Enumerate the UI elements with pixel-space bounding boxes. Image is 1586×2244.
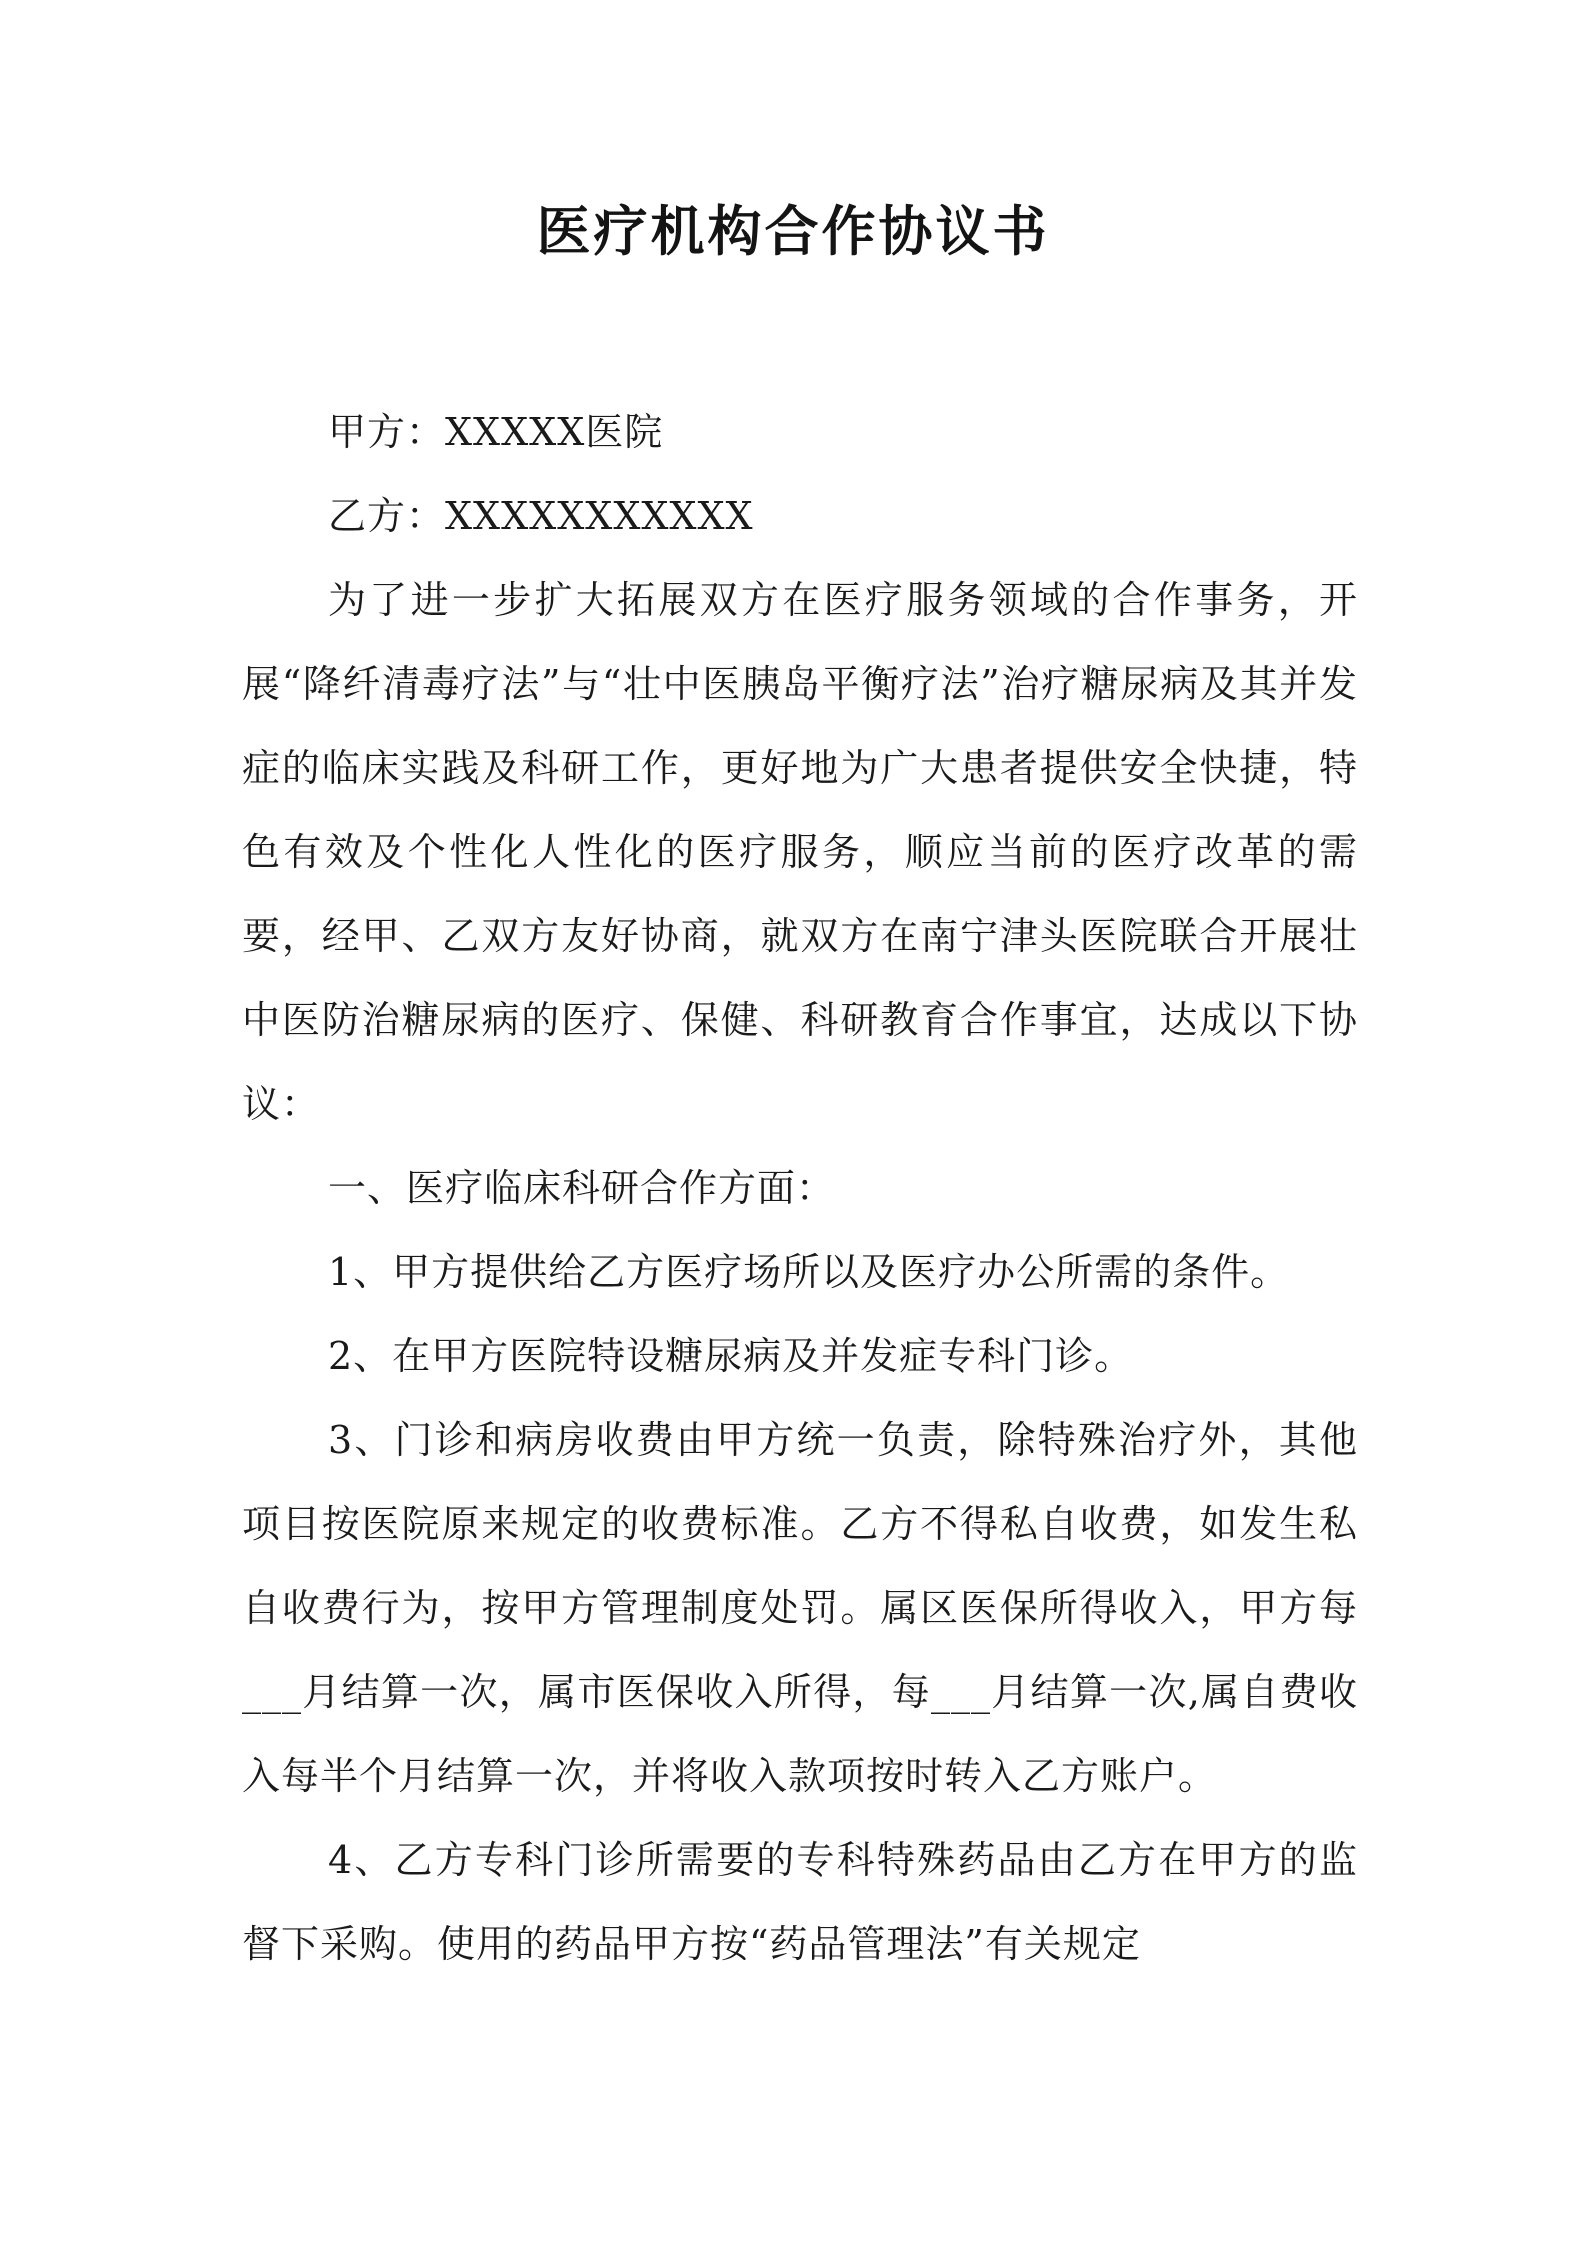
clause-1: 1、甲方提供给乙方医疗场所以及医疗办公所需的条件。 bbox=[328, 1250, 1290, 1294]
clause-3: 3、门诊和病房收费由甲方统一负责，除特殊治疗外，其他项目按医院原来规定的收费标准。乙方不得私自收费，如发生私自收费行为，按甲方管理制度处罚。属区医保所得收入，甲方每___月结算一次，属市医保收入所得，每___月结算一次,属自费收入每半个月结算一次，并将收入款项按时转入乙方账户。 bbox=[242, 1418, 1358, 1798]
document-title: 医疗机构合作协议书 bbox=[536, 200, 1050, 263]
preamble-paragraph: 为了进一步扩大拓展双方在医疗服务领域的合作事务，开展“降纤清毒疗法”与“壮中医胰岛平衡疗法”治疗糖尿病及其并发症的临床实践及科研工作，更好地为广大患者提供安全快捷，特色有效及个性化人性化的医疗服务，顺应当前的医疗改革的需要，经甲、乙双方友好协商，就双方在南宁津头医院联合开展壮中医防治糖尿病的医疗、保健、科研教育合作事宜，达成以下协议： bbox=[242, 578, 1358, 1126]
party-b-line: 乙方：XXXXXXXXXXX bbox=[328, 494, 754, 538]
clause-2: 2、在甲方医院特设糖尿病及并发症专科门诊。 bbox=[328, 1334, 1134, 1378]
section-heading: 一、医疗临床科研合作方面： bbox=[328, 1166, 836, 1210]
clause-4: 4、乙方专科门诊所需要的专科特殊药品由乙方在甲方的监督下采购。使用的药品甲方按“药品管理法”有关规定 bbox=[242, 1838, 1358, 1966]
party-a-line: 甲方：XXXXX医院 bbox=[328, 410, 664, 454]
document-body bbox=[242, 390, 1358, 1986]
